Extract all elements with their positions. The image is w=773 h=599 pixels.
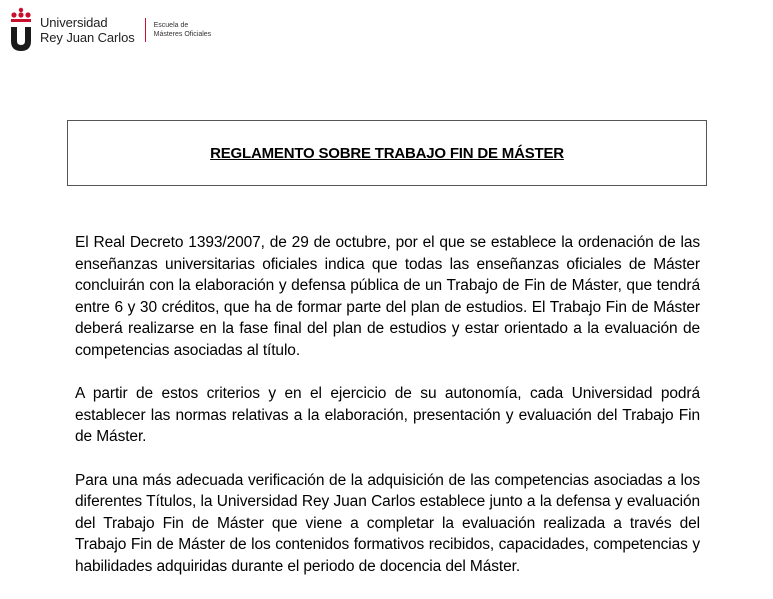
urjc-logo-icon — [8, 7, 34, 53]
paragraph-2: A partir de estos criterios y en el ejercicio de su autonomía, cada Universidad podrá establecer las normas relativas a la elaboración, presentación y evaluación del Trabajo Fin de Máster. — [75, 385, 700, 445]
paragraph-1: El Real Decreto 1393/2007, de 29 de octubre, por el que se establece la ordenación de las enseñanzas universitarias oficiales indica que todas las enseñanzas oficiales de Máster concluirán con la elaboración y defensa pública de un Trabajo de Fin de Máster, que tendrá entre 6 y 30 créditos, que ha de formar parte del plan de estudios. El Trabajo Fin de Máster deberá realizarse en la fase final del plan de estudios y estar orientado a la evaluación de competencias asociadas al título. — [75, 234, 700, 359]
paragraph-3: Para una más adecuada verificación de la adquisición de las competencias asociadas a los diferentes Títulos, la Universidad Rey Juan Carlos establece junto a la defensa y evaluación del Trabajo Fin de Máster que viene a completar la evaluación realizada a través del Trabajo Fin de Máster de los contenidos formativos recibidos, capacidades, competencias y habilidades adquiridas durante el periodo de docencia del Máster. — [75, 471, 700, 575]
university-logo — [8, 6, 211, 54]
school-name-line2: Másteres Oficiales — [153, 31, 212, 38]
school-name-line1: Escuela de — [153, 22, 189, 29]
university-name-line1: Universidad — [40, 15, 108, 30]
document-title: REGLAMENTO SOBRE TRABAJO FIN DE MÁSTER — [210, 144, 564, 162]
document-title-box — [67, 120, 707, 186]
logo-divider — [145, 18, 146, 42]
university-name — [40, 15, 135, 45]
university-name-line2: Rey Juan Carlos — [40, 30, 135, 45]
document-body — [75, 232, 700, 599]
school-name — [154, 21, 212, 39]
